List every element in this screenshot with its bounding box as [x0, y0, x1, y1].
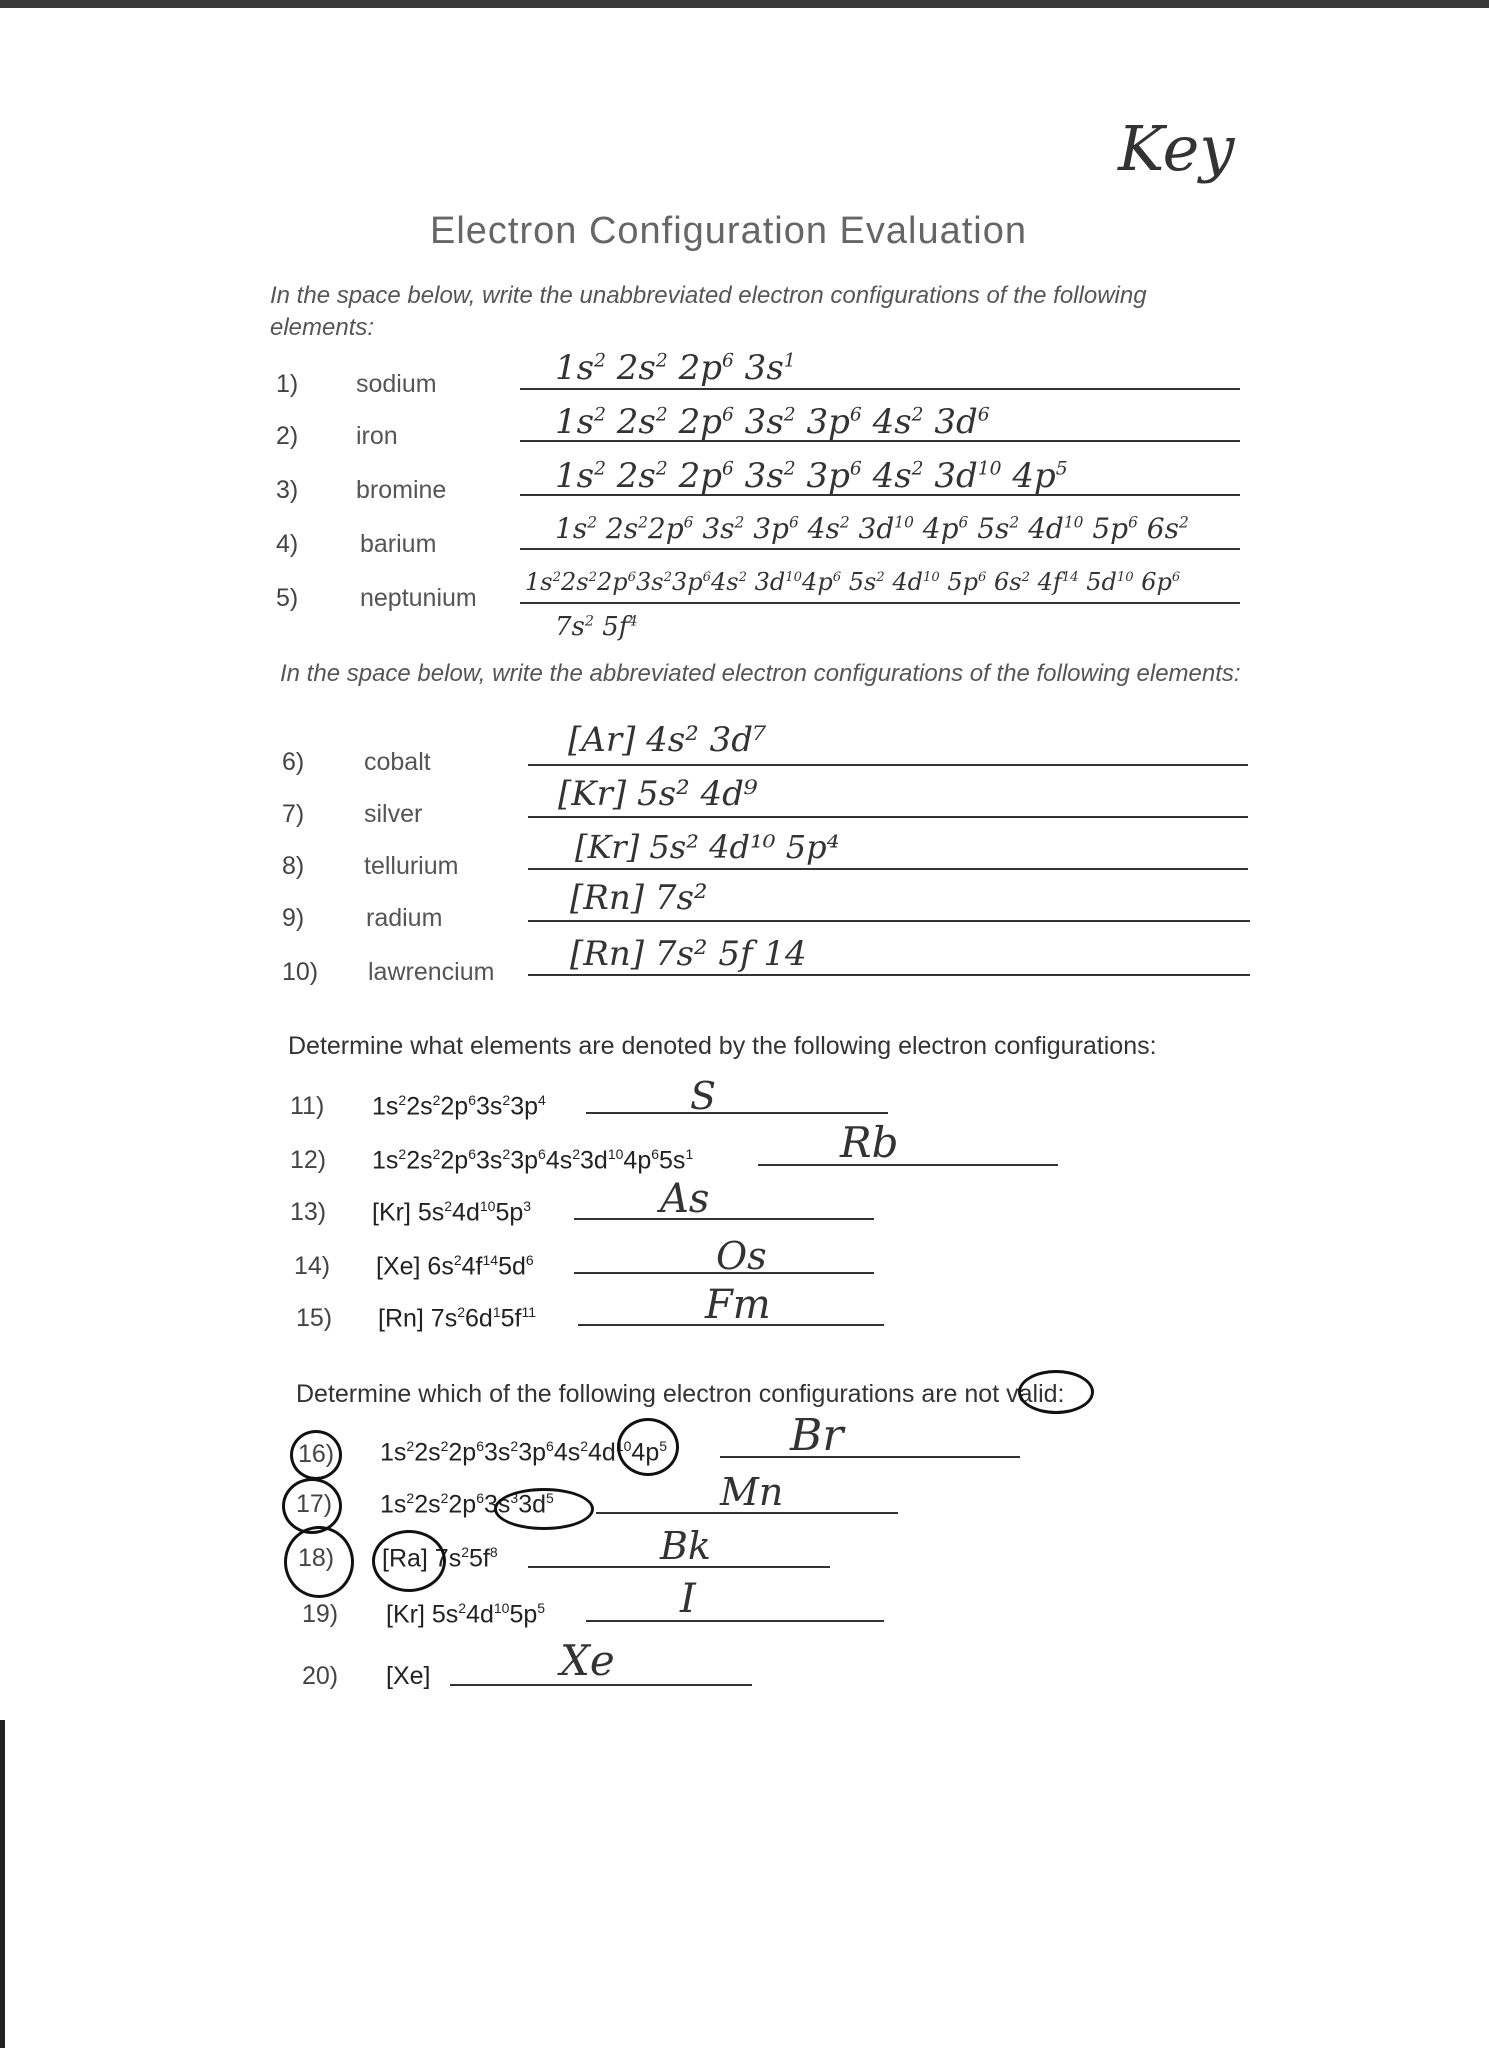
handwritten-answer: Rb	[840, 1118, 899, 1167]
answer-line	[528, 920, 1250, 922]
handwritten-answer: Mn	[720, 1470, 784, 1514]
item-number: 19)	[302, 1600, 339, 1628]
handwritten-answer-5-cont: $7s^2$ $5f^4$	[555, 612, 638, 642]
section2-instruction: In the space below, write the abbreviated electron configurations of the following elements:	[280, 660, 1241, 687]
handwritten-answer: [Kr] 5s² 4d¹⁰ 5p⁴	[575, 828, 840, 866]
config-text: $1s^22s^22p^63s^33d^5$	[380, 1490, 554, 1519]
answer-line	[528, 764, 1248, 766]
item-number: 14)	[294, 1252, 331, 1280]
item-number: 8)	[282, 852, 305, 880]
scan-edge-left	[0, 1720, 5, 2048]
element-name: iron	[356, 422, 398, 450]
answer-line	[758, 1164, 1058, 1166]
element-name: silver	[364, 800, 423, 828]
section3-instruction: Determine what elements are denoted by the following electron configurations:	[288, 1032, 1157, 1060]
answer-line	[520, 602, 1240, 604]
answer-line	[520, 388, 1240, 390]
config-text: [Rn] $7s^26d^15f^{11}$	[378, 1304, 537, 1333]
item-number: 7)	[282, 800, 305, 828]
handwritten-answer-4: $1s^2$ $2s^22p^6$ $3s^2$ $3p^6$ $4s^2$ $3d^{10}$ $4p^6$ $5s^2$ $4d^{10}$ $5p^6$ $6s^2$	[555, 512, 1189, 545]
config-text: [Kr] $5s^24d^{10}5p^5$	[386, 1600, 546, 1629]
answer-line	[586, 1112, 888, 1114]
element-name: cobalt	[364, 748, 431, 776]
item-number: 13)	[290, 1198, 327, 1226]
answer-line	[528, 868, 1248, 870]
handwritten-answer: I	[680, 1576, 696, 1622]
handwritten-answer: Os	[716, 1234, 767, 1278]
element-name: bromine	[356, 476, 447, 504]
item-number: 15)	[296, 1304, 333, 1332]
answer-line	[586, 1620, 884, 1622]
handwritten-answer: [Rn] 7s² 5f 14	[570, 934, 807, 974]
handwritten-answer: As	[660, 1176, 710, 1222]
answer-line	[520, 548, 1240, 550]
item-number: 11)	[290, 1092, 325, 1120]
item-number: 12)	[290, 1146, 327, 1174]
item-number: 1)	[276, 370, 299, 398]
item-number: 9)	[282, 904, 305, 932]
answer-line	[528, 974, 1250, 976]
item-number: 20)	[302, 1662, 339, 1690]
element-name: tellurium	[364, 852, 459, 880]
handwritten-answer-1: $1s^2$ $2s^2$ $2p^6$ $3s^1$	[555, 348, 796, 388]
handwritten-answer: Xe	[560, 1636, 615, 1685]
element-name: barium	[360, 530, 437, 558]
handwritten-answer-5: $1s^22s^22p^63s^23p^64s^2$ $3d^{10}4p^6$ $5s^2$ $4d^{10}$ $5p^6$ $6s^2$ $4f^{14}$ $5d^{10}$ $6p^6$	[525, 568, 1181, 596]
element-name: sodium	[356, 370, 437, 398]
circle-mark	[617, 1418, 679, 1476]
config-text: [Xe] $6s^24f^{14}5d^6$	[376, 1252, 534, 1281]
section4-instruction: Determine which of the following electron configurations are not valid:	[296, 1380, 1065, 1408]
handwritten-answer: S	[690, 1074, 717, 1118]
item-number: 18)	[298, 1544, 335, 1572]
scan-edge-top	[0, 0, 1489, 8]
element-name: lawrencium	[368, 958, 495, 986]
element-name: neptunium	[360, 584, 477, 612]
handwritten-answer: Bk	[660, 1524, 711, 1568]
handwritten-answer: Fm	[705, 1282, 771, 1328]
handwritten-answer-3: $1s^2$ $2s^2$ $2p^6$ $3s^2$ $3p^6$ $4s^2$ $3d^{10}$ $4p^5$	[555, 456, 1068, 496]
element-name: radium	[366, 904, 443, 932]
item-number: 5)	[276, 584, 299, 612]
config-text: [Ra] $7s^25f^8$	[382, 1544, 498, 1573]
circle-mark	[494, 1488, 594, 1530]
item-number: 17)	[296, 1490, 333, 1518]
section1-instruction: In the space below, write the unabbreviated electron configurations of the following elements:	[270, 282, 1147, 341]
answer-line	[528, 816, 1248, 818]
config-text: [Xe]	[386, 1662, 431, 1690]
config-text: $1s^22s^22p^63s^23p^4$	[372, 1092, 546, 1121]
page-title: Electron Configuration Evaluation	[430, 210, 1028, 252]
answer-line	[574, 1218, 874, 1220]
config-text: [Kr] $5s^24d^{10}5p^3$	[372, 1198, 532, 1227]
item-number: 2)	[276, 422, 299, 450]
key-label: Key	[1118, 112, 1235, 185]
item-number: 6)	[282, 748, 305, 776]
item-number: 3)	[276, 476, 299, 504]
handwritten-answer: [Rn] 7s²	[570, 878, 708, 918]
not-circle-mark	[1018, 1370, 1094, 1414]
circle-mark	[372, 1530, 446, 1592]
handwritten-answer-2: $1s^2$ $2s^2$ $2p^6$ $3s^2$ $3p^6$ $4s^2$ $3d^6$	[555, 402, 990, 442]
config-text: $1s^22s^22p^63s^23p^64s^23d^{10}4p^65s^1$	[372, 1146, 694, 1175]
config-text: $1s^22s^22p^63s^23p^64s^24d^{10}4p^5$	[380, 1438, 668, 1467]
item-number: 16)	[298, 1440, 335, 1468]
handwritten-answer: [Ar] 4s² 3d⁷	[568, 720, 767, 760]
handwritten-answer: [Kr] 5s² 4d⁹	[558, 774, 758, 814]
answer-line	[720, 1456, 1020, 1458]
handwritten-answer: Br	[790, 1410, 844, 1461]
item-number: 10)	[282, 958, 319, 986]
item-number: 4)	[276, 530, 299, 558]
